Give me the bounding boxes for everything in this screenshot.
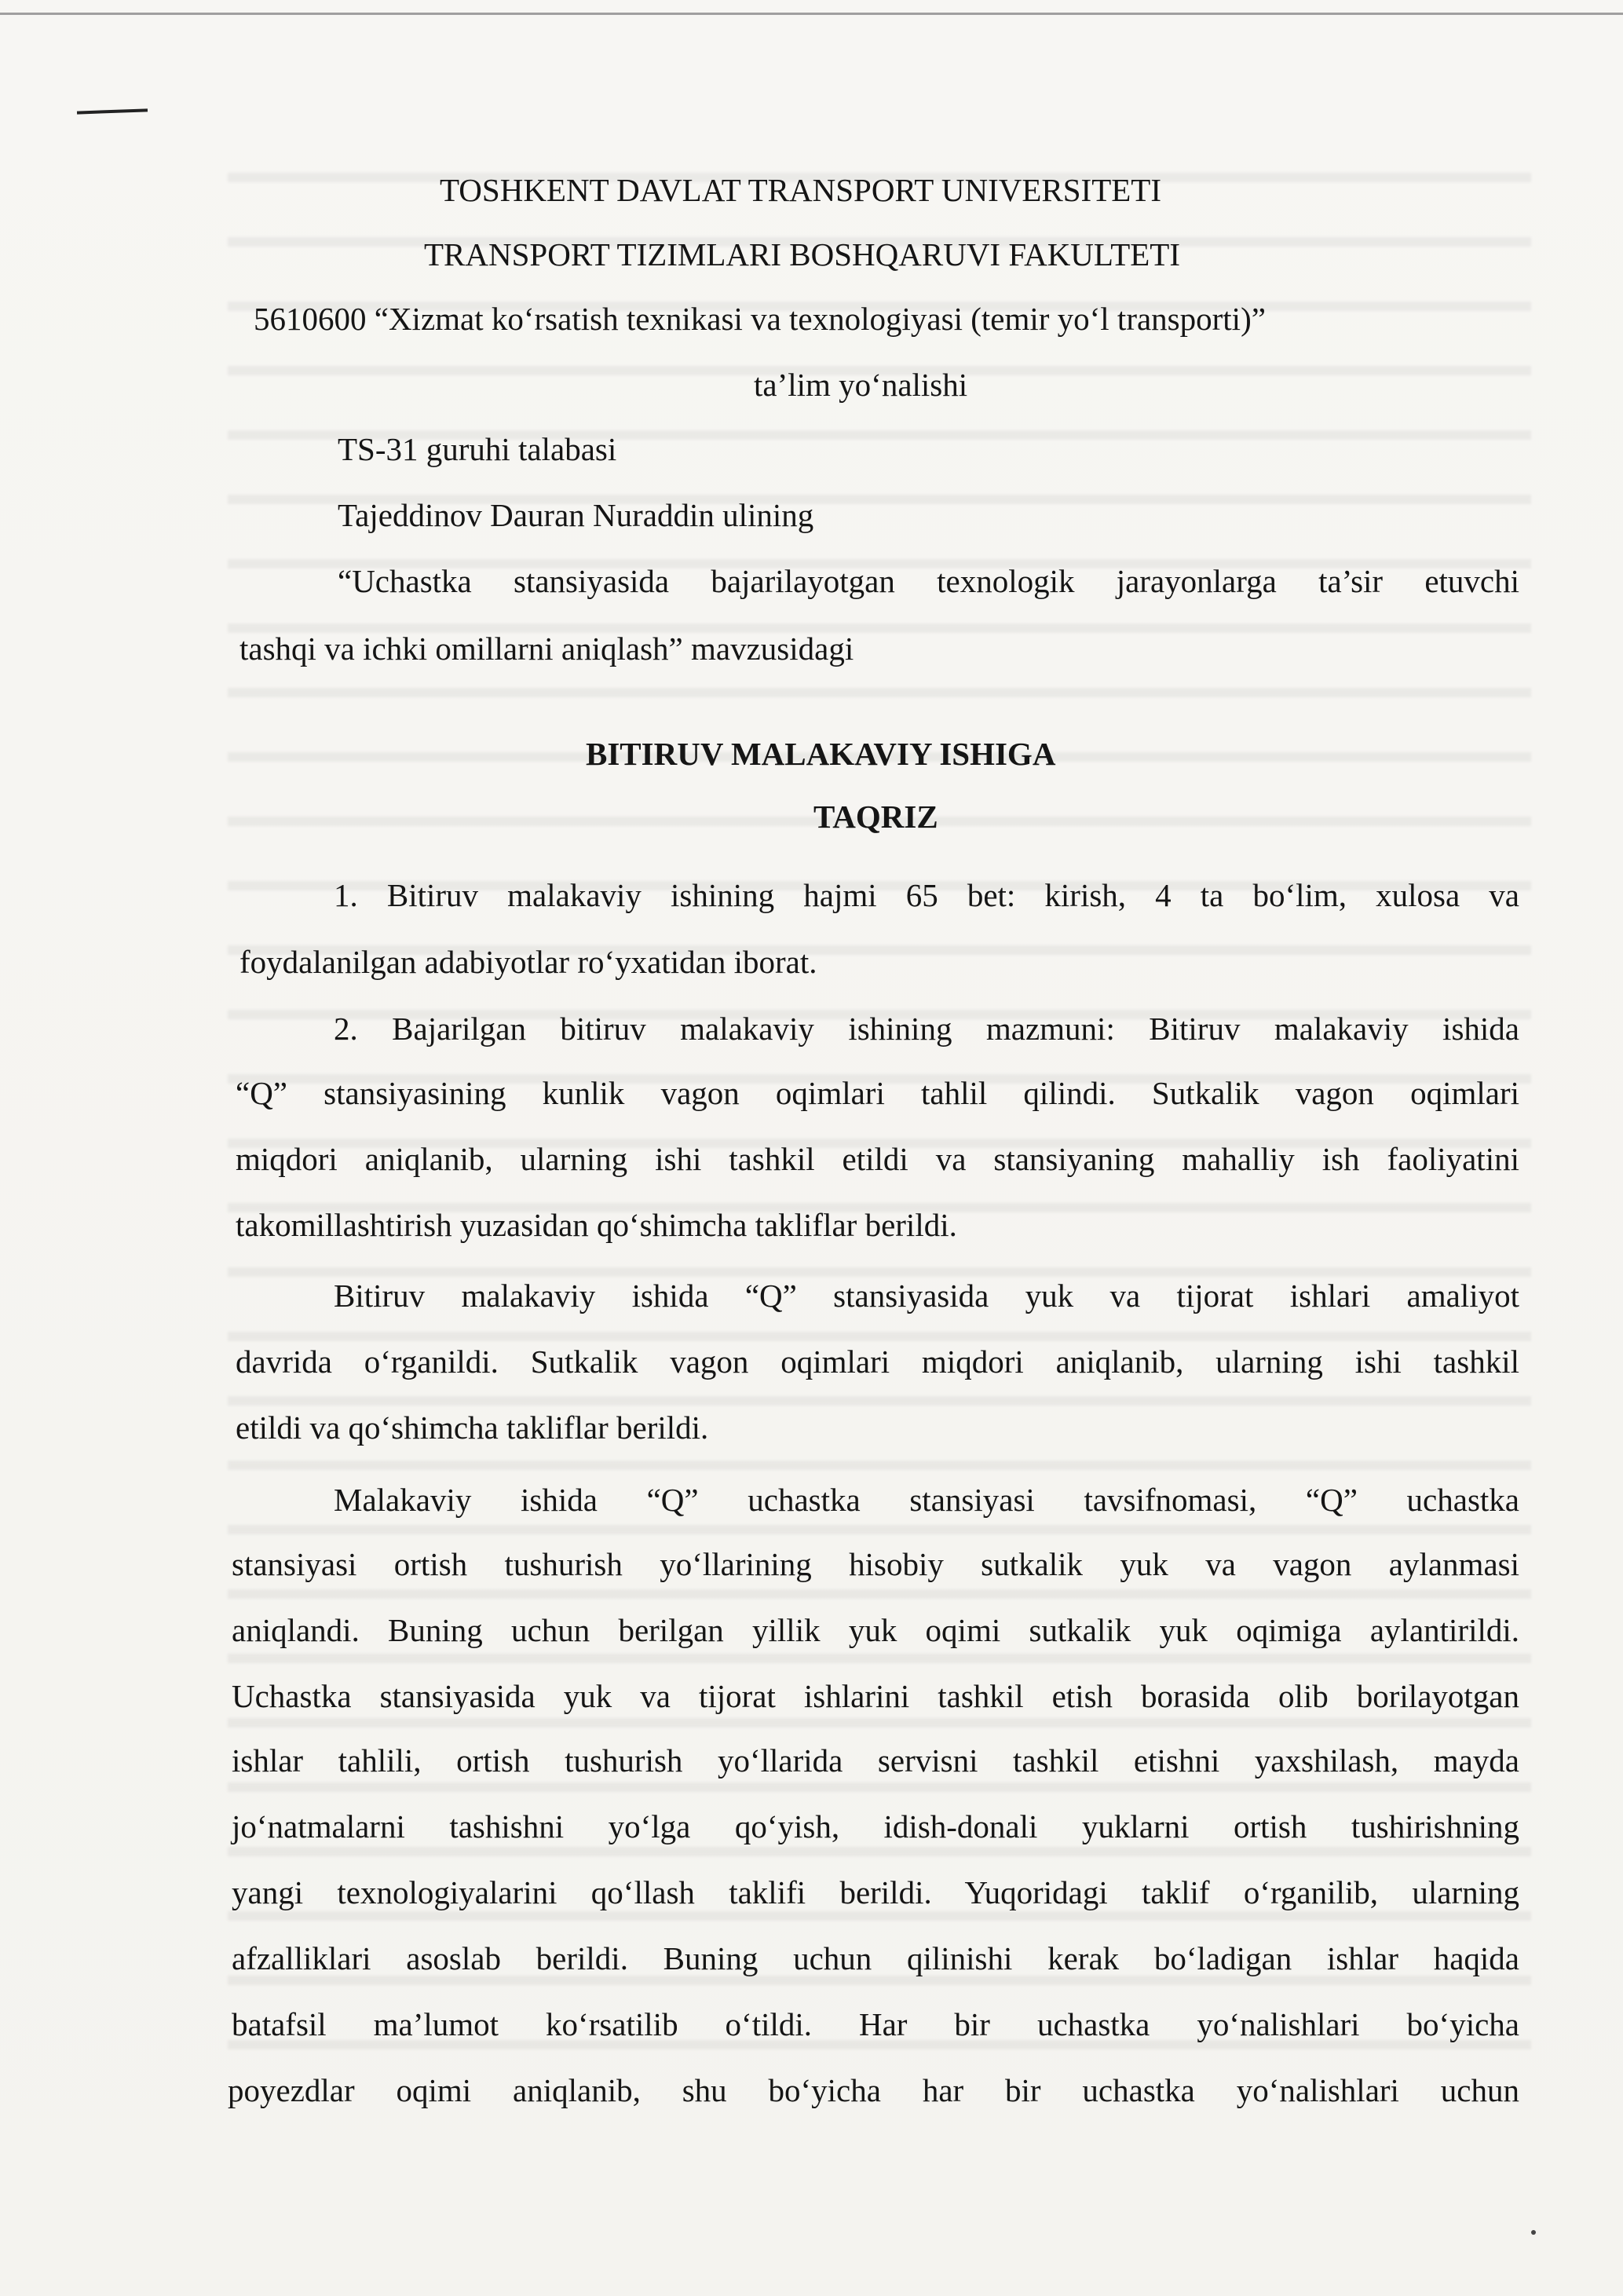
paragraph-1-line-1: 1. Bitiruv malakaviy ishining hajmi 65 bet: kirish, 4 ta bo‘lim, xulosa va [334,877,1519,913]
student-name: Tajeddinov Dauran Nuraddin ulining [338,497,814,533]
topic-line-2: tashqi va ichki omillarni aniqlash” mavzusidagi [239,631,854,667]
paragraph-3-line-3: etildi va qo‘shimcha takliflar berildi. [236,1409,709,1446]
paragraph-4-line-10: poyezdlar oqimi aniqlanib, shu bo‘yicha har bir uchastka yo‘nalishlari uchun [228,2072,1519,2108]
paragraph-2-line-2: “Q” stansiyasining kunlik vagon oqimlari tahlil qilindi. Sutkalik vagon oqimlari [236,1075,1519,1111]
scan-speck [1531,2230,1536,2235]
scan-top-edge [0,13,1623,15]
paragraph-2-line-4: takomillashtirish yuzasidan qo‘shimcha takliflar berildi. [236,1207,957,1243]
faculty-name: TRANSPORT TIZIMLARI BOSHQARUVI FAKULTETI [424,236,1180,272]
paragraph-2-line-3: miqdori aniqlanib, ularning ishi tashkil etildi va stansiyaning mahalliy ish faoliyatini [236,1141,1519,1177]
corner-mark [77,108,148,114]
paragraph-3-line-1: Bitiruv malakaviy ishida “Q” stansiyasida yuk va tijorat ishlari amaliyot [334,1278,1519,1314]
paragraph-2-line-1: 2. Bajarilgan bitiruv malakaviy ishining mazmuni: Bitiruv malakaviy ishida [334,1011,1519,1047]
paragraph-4-line-7: yangi texnologiyalarini qo‘llash taklifi berildi. Yuqoridagi taklif o‘rganilib, ularning [232,1874,1519,1910]
student-group: TS-31 guruhi talabasi [338,431,617,467]
paragraph-4-line-1: Malakaviy ishida “Q” uchastka stansiyasi tavsifnomasi, “Q” uchastka [334,1482,1519,1518]
paragraph-4-line-2: stansiyasi ortish tushurish yo‘llarining hisobiy sutkalik yuk va vagon aylanmasi [232,1546,1519,1582]
paragraph-4-line-3: aniqlandi. Buning uchun berilgan yillik yuk oqimi sutkalik yuk oqimiga aylantirildi. [232,1612,1519,1648]
paragraph-4-line-9: batafsil ma’lumot ko‘rsatilib o‘tildi. Har bir uchastka yo‘nalishlari bo‘yicha [232,2006,1519,2042]
direction: ta’lim yo‘nalishi [754,367,968,403]
paragraph-4-line-5: ishlar tahlili, ortish tushurish yo‘llarida servisni tashkil etishni yaxshilash, mayda [232,1742,1519,1779]
paragraph-4-line-8: afzalliklari asoslab berildi. Buning uchun qilinishi kerak bo‘ladigan ishlar haqida [232,1940,1519,1976]
document-title: BITIRUV MALAKAVIY ISHIGA [586,736,1056,772]
university-name: TOSHKENT DAVLAT TRANSPORT UNIVERSITETI [440,172,1161,208]
document-subtitle: TAQRIZ [813,799,938,835]
paragraph-4-line-6: jo‘natmalarni tashishni yo‘lga qo‘yish, idish-donali yuklarni ortish tushirishning [232,1808,1519,1844]
bleed-through-text [228,133,1531,2097]
specialty: 5610600 “Xizmat ko‘rsatish texnikasi va texnologiyasi (temir yo‘l transporti)” [254,301,1266,337]
paragraph-1-line-2: foydalanilgan adabiyotlar ro‘yxatidan iborat. [239,944,817,980]
paragraph-4-line-4: Uchastka stansiyasida yuk va tijorat ishlarini tashkil etish borasida olib borilayotgan [232,1678,1519,1714]
topic-line-1: “Uchastka stansiyasida bajarilayotgan texnologik jarayonlarga ta’sir etuvchi [338,563,1519,599]
paragraph-3-line-2: davrida o‘rganildi. Sutkalik vagon oqimlari miqdori aniqlanib, ularning ishi tashkil [236,1344,1519,1380]
